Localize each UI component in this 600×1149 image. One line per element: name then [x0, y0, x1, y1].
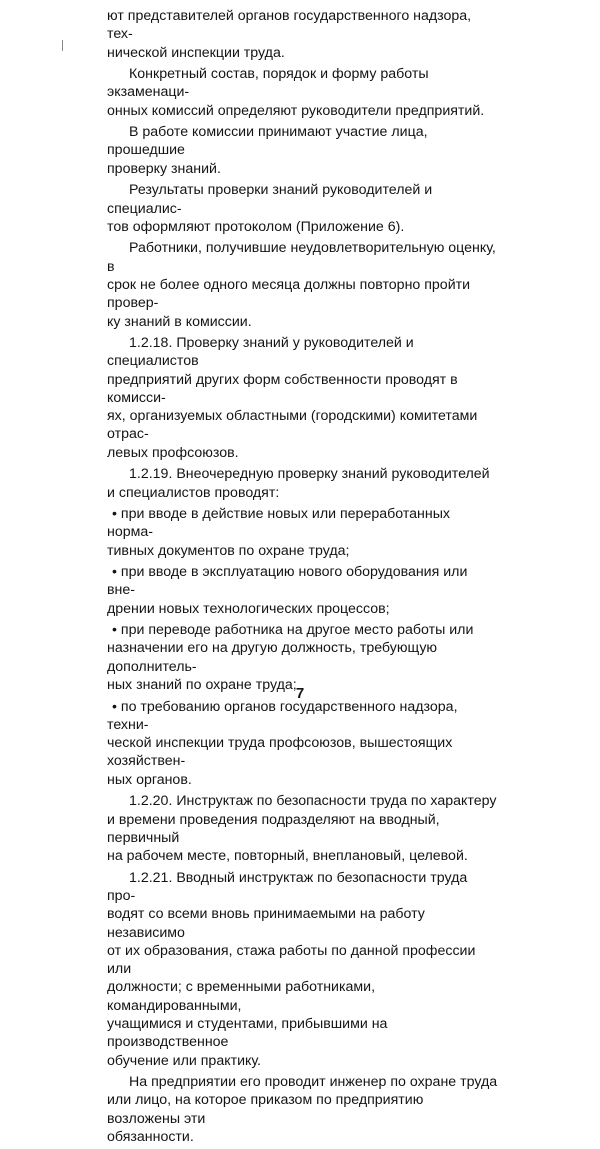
margin-mark — [62, 40, 63, 51]
paragraph-responsible-person: На предприятии его проводит инженер по охране труда или лицо, на которое приказом по предприятию возложены эти обязанности. — [107, 1074, 498, 1145]
bullet-item: • при вводе в действие новых или переработанных норма- тивных документов по охране труда; — [107, 506, 451, 559]
bullet-item: • при вводе в эксплуатацию нового оборудования или вне- дрении новых технологических процессов; — [107, 564, 468, 617]
paragraph-retest: Работники, получившие неудовлетворительную оценку, в срок не более одного месяца должны повторно пройти провер- ку знаний в комиссии. — [107, 240, 496, 330]
paragraph-continuation: ют представителей органов государственного надзора, тех- нической инспекции труда. — [107, 8, 472, 61]
paragraph-results-protocol: Результаты проверки знаний руководителей и специалис- тов оформляют протоколом (Приложение 6). — [107, 182, 433, 235]
paragraph-1-2-21: 1.2.21. Вводный инструктаж по безопасности труда про- водят со всеми вновь принимаемыми на работу независимо от их образования, стажа работы по данной профессии или должности; с временными работниками, командированными, учащимися и студентами, прибывшими на производственное обучение или практику. — [107, 869, 476, 1069]
page-body-text — [107, 7, 499, 1149]
paragraph-1-2-18: 1.2.18. Проверку знаний у руководителей и специалистов предприятий других форм собственности проводят в комисси- ях, организуемых областными (городскими) комитетами отрас- левых профсоюзов. — [107, 334, 478, 461]
page-number: 7 — [295, 685, 305, 702]
paragraph-commission-participants: В работе комиссии принимают участие лица, прошедшие проверку знаний. — [107, 124, 428, 177]
paragraph-1-2-20: 1.2.20. Инструктаж по безопасности труда по характеру и времени проведения подразделяют на вводный, первичный на рабочем месте, повторный, внеплановый, целевой. — [107, 793, 497, 865]
paragraph-commission-composition: Конкретный состав, порядок и форму работы экзаменаци- онных комиссий определяют руководители предприятий. — [107, 66, 485, 119]
bullet-item: • по требованию органов государственного надзора, техни- ческой инспекции труда профсоюзов, вышестоящих хозяйствен- ных органов. — [107, 698, 458, 788]
bullet-item: • при переводе работника на другое место работы или назначении его на другую должность, требующую дополнитель- ных знаний по охране труда; — [107, 622, 474, 694]
paragraph-1-2-19: 1.2.19. Внеочередную проверку знаний руководителей и специалистов проводят: — [107, 466, 490, 501]
